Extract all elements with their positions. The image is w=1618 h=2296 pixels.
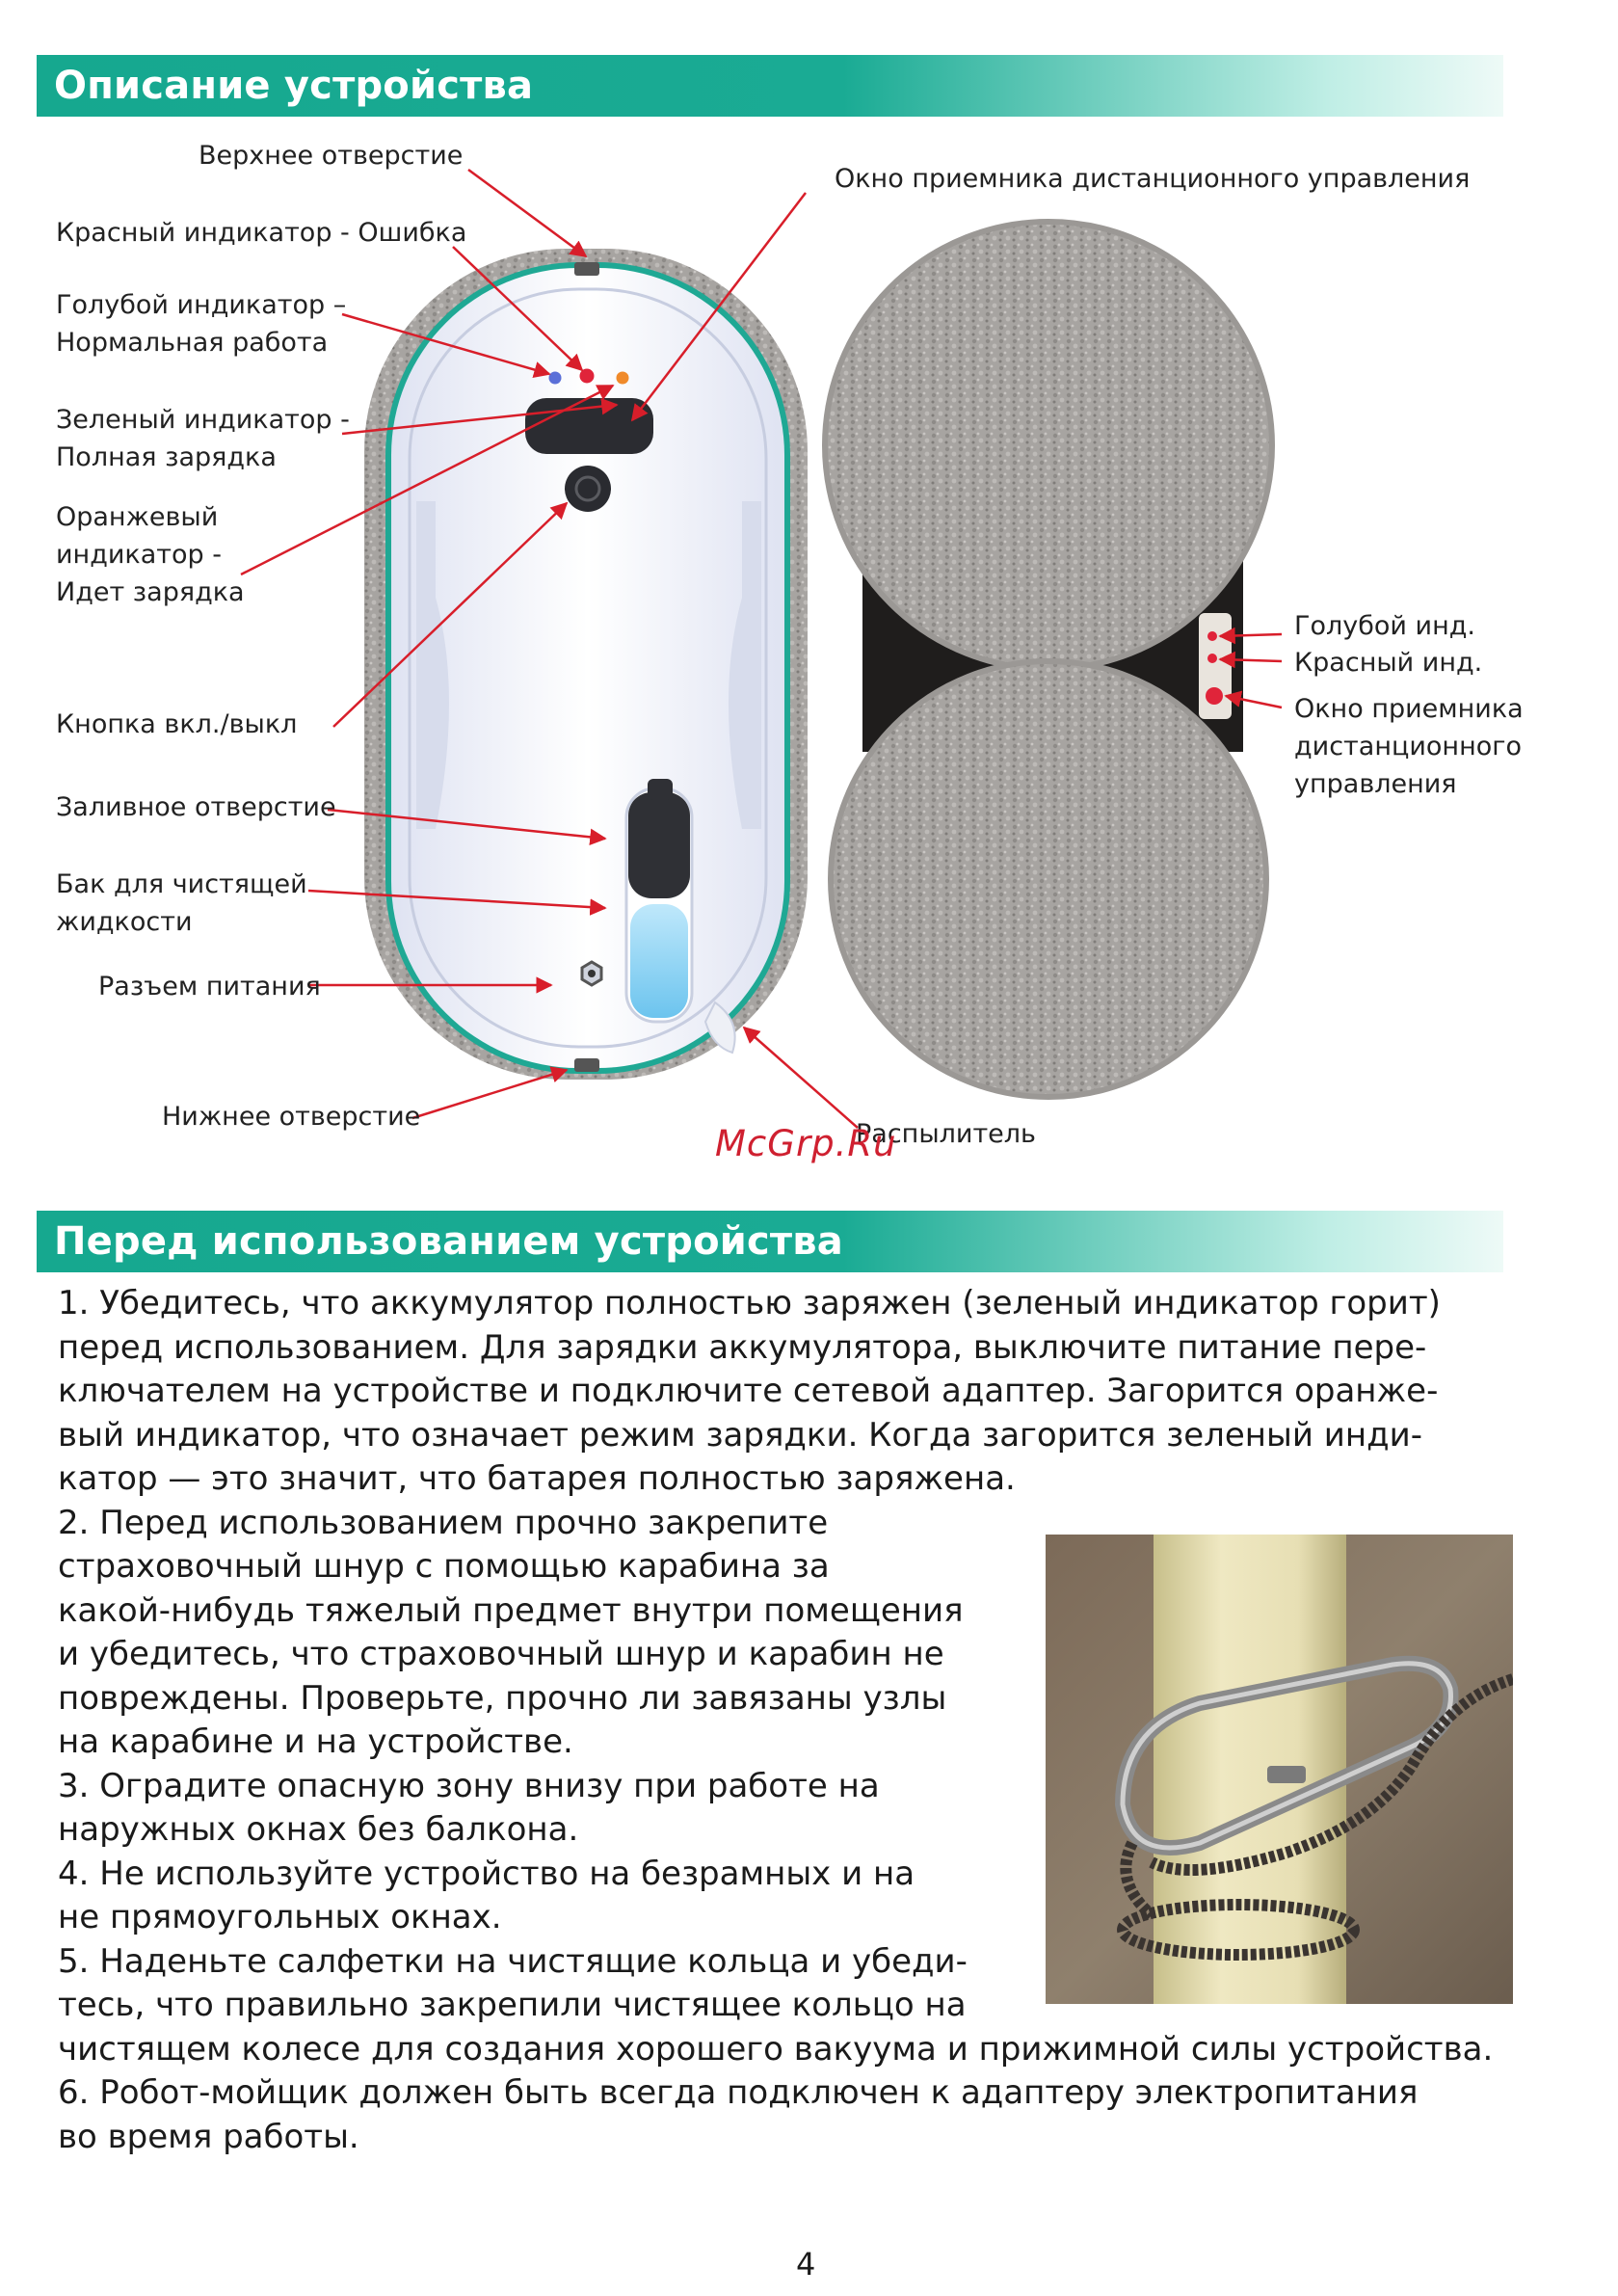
- label-blue-indicator-2: Нормальная работа: [56, 328, 329, 358]
- label-blue-indicator-1: Голубой индикатор –: [56, 290, 347, 320]
- instruction-line: 6. Робот-мойщик должен быть всегда подключен к адаптеру электропитания: [58, 2073, 1419, 2112]
- arrow-bottom-hole: [412, 1070, 567, 1118]
- bottom-hole: [574, 1058, 599, 1072]
- section-header-before-use: [37, 1211, 1503, 1272]
- label-back-remote-1: Окно приемника: [1294, 694, 1524, 724]
- instruction-line: какой-нибудь тяжелый предмет внутри помещения: [58, 1590, 964, 1630]
- instruction-line: повреждены. Проверьте, прочно ли завязаны узлы: [58, 1678, 947, 1718]
- instruction-line: катор — это значит, что батарея полностью заряжена.: [58, 1459, 1016, 1498]
- instruction-line: чистящем колесе для создания хорошего вакуума и прижимной силы устройства.: [58, 2029, 1494, 2069]
- instruction-line: ключателем на устройстве и подключите сетевой адаптер. Загорится оранже-: [58, 1372, 1439, 1410]
- label-power-button: Кнопка вкл./выкл: [56, 709, 298, 739]
- power-socket-pin: [588, 970, 596, 977]
- device-shell: [391, 268, 784, 1068]
- instructions-block: [58, 1282, 1493, 2159]
- instruction-line: 3. Оградите опасную зону внизу при работе на: [58, 1766, 880, 1805]
- label-fill-hole: Заливное отверстие: [56, 792, 336, 822]
- label-tank-2: жидкости: [56, 907, 193, 937]
- back-red-led: [1207, 654, 1217, 663]
- label-orange-indicator-3: Идет зарядка: [56, 577, 245, 607]
- fluid-level: [630, 904, 688, 1018]
- instruction-line: вый индикатор, что означает режим зарядки. Когда загорится зеленый инди-: [58, 1415, 1422, 1455]
- section-title-before-use: Перед использованием устройства: [54, 1219, 843, 1264]
- instruction-line: наружных окнах без балкона.: [58, 1810, 579, 1849]
- arrow-sprayer: [744, 1028, 858, 1128]
- instruction-line: 2. Перед использованием прочно закрепите: [58, 1503, 829, 1542]
- label-orange-indicator-2: индикатор -: [56, 540, 222, 570]
- instruction-line: тесь, что правильно закрепили чистящее кольцо на: [58, 1986, 967, 2024]
- instruction-line: во время работы.: [58, 2117, 359, 2156]
- label-orange-indicator-1: Оранжевый: [56, 502, 219, 532]
- back-remote-window: [1206, 687, 1223, 705]
- instruction-line: страховочный шнур с помощью карабина за: [58, 1547, 830, 1586]
- label-remote-window: Окно приемника дистанционного управления: [835, 164, 1471, 194]
- instruction-line: и убедитесь, что страховочный шнур и карабин не: [58, 1635, 944, 1673]
- instruction-line: 4. Не используйте устройство на безрамных и на: [58, 1854, 915, 1893]
- label-back-blue: Голубой инд.: [1294, 611, 1475, 641]
- remote-receiver-window: [525, 398, 653, 454]
- label-tank-1: Бак для чистящей: [56, 869, 307, 899]
- label-red-indicator: Красный индикатор - Ошибка: [56, 218, 467, 248]
- section-title-description: Описание устройства: [54, 64, 534, 108]
- robot-back-view: [825, 222, 1272, 1097]
- label-green-indicator-1: Зеленый индикатор -: [56, 405, 350, 435]
- watermark: McGrp.Ru: [715, 1123, 897, 1164]
- label-back-remote-3: управления: [1294, 769, 1457, 799]
- back-blue-led: [1207, 631, 1217, 641]
- label-back-red: Красный инд.: [1294, 648, 1483, 678]
- robot-front-view: [364, 249, 808, 1080]
- blue-led: [549, 372, 562, 385]
- instruction-line: 1. Убедитесь, что аккумулятор полностью заряжен (зеленый индикатор горит): [58, 1284, 1441, 1322]
- orange-led: [617, 372, 629, 385]
- arrow-top-hole: [468, 170, 586, 256]
- fill-hole-cap: [628, 792, 690, 898]
- instruction-line: перед использованием. Для зарядки аккумулятора, выключите питание пере-: [58, 1327, 1427, 1367]
- power-button: [565, 466, 611, 512]
- page-number: 4: [796, 2246, 816, 2283]
- label-bottom-hole: Нижнее отверстие: [162, 1102, 421, 1132]
- instruction-line: на карабине и на устройстве.: [58, 1722, 573, 1761]
- label-back-remote-2: дистанционного: [1294, 732, 1522, 761]
- label-sprayer: Распылитель: [856, 1119, 1036, 1149]
- label-top-hole: Верхнее отверстие: [199, 141, 464, 171]
- top-hole: [574, 262, 599, 276]
- instruction-line: не прямоугольных окнах.: [58, 1898, 502, 1936]
- red-led: [580, 369, 595, 384]
- fill-hole-tab: [648, 779, 673, 800]
- instruction-line: 5. Наденьте салфетки на чистящие кольца и убеди-: [58, 1941, 968, 1981]
- label-green-indicator-2: Полная зарядка: [56, 442, 277, 472]
- label-power-socket: Разъем питания: [98, 972, 321, 1001]
